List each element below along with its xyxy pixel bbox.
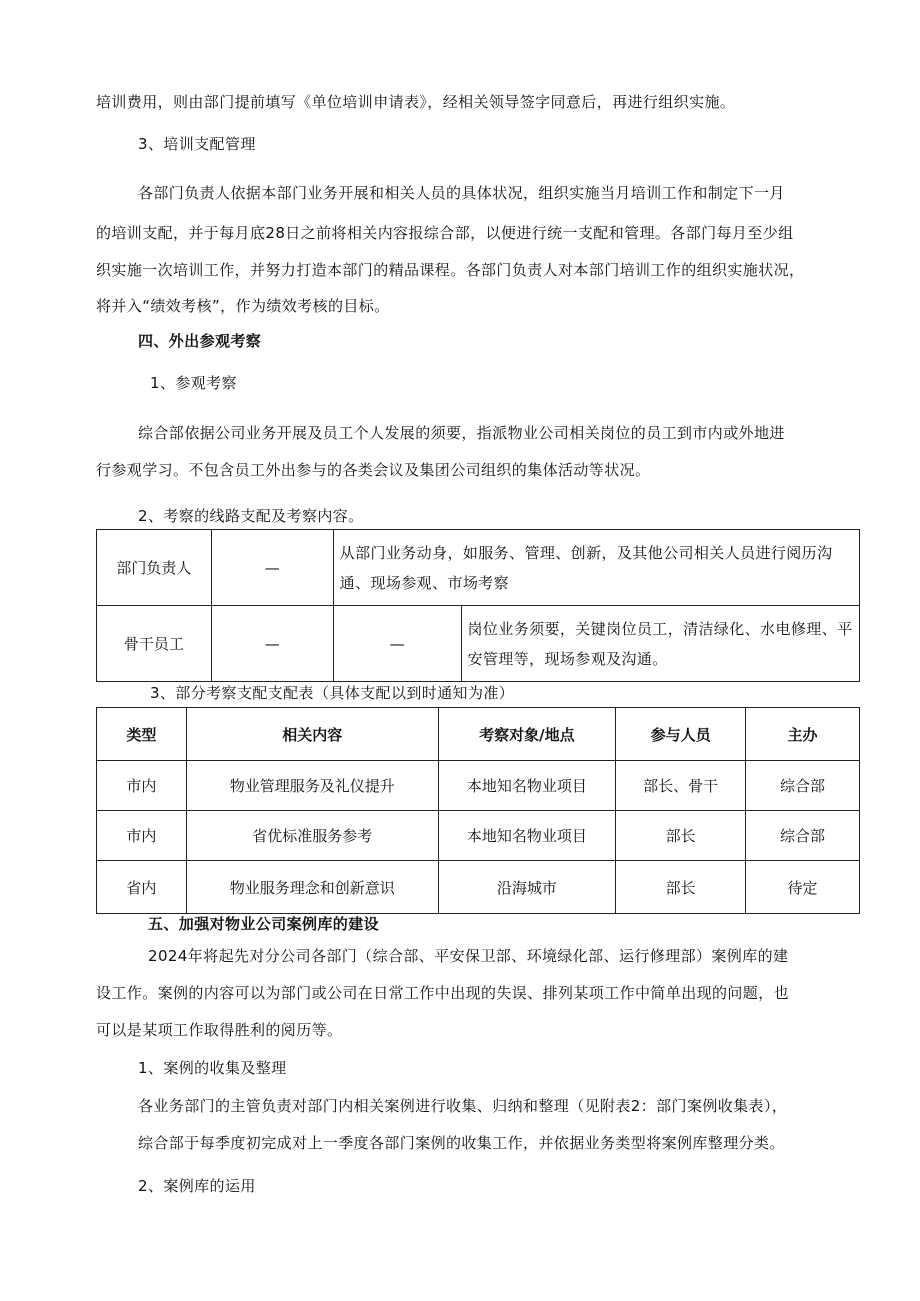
table-row — [97, 861, 860, 914]
section-heading-case-library: 五、加强对物业公司案例库的建设 — [148, 915, 380, 933]
paragraph-line: 可以是某项工作取得胜利的阅历等。 — [96, 1021, 343, 1039]
paragraph-line: 综合部依据公司业务开展及员工个人发展的须要，指派物业公司相关岗位的员工到市内或外地进 — [138, 424, 785, 442]
table-row — [97, 606, 860, 682]
table-cell: 部长 — [616, 861, 746, 914]
table-cell: 沿海城市 — [438, 861, 616, 914]
table-cell: 从部门业务动身，如服务、管理、创新，及其他公司相关人员进行阅历沟通、现场参观、市场考察 — [333, 530, 859, 606]
table-cell: 骨干员工 — [97, 606, 212, 682]
column-header: 相关内容 — [186, 708, 438, 761]
table-row — [97, 761, 860, 811]
subheading-plan: 3、部分考察支配支配表（具体支配以到时通知为准） — [150, 684, 515, 702]
column-header: 考察对象/地点 — [438, 708, 616, 761]
table-cell: — — [211, 530, 333, 606]
paragraph-line: 行参观学习。不包含员工外出参与的各类会议及集团公司组织的集体活动等状况。 — [96, 461, 651, 479]
paragraph-line: 设工作。案例的内容可以为部门或公司在日常工作中出现的失误、排列某项工作中简单出现的问题，也 — [96, 984, 790, 1002]
column-header: 主办 — [746, 708, 860, 761]
table-cell: 物业服务理念和创新意识 — [186, 861, 438, 914]
column-header: 参与人员 — [616, 708, 746, 761]
table-cell: 物业管理服务及礼仪提升 — [186, 761, 438, 811]
paragraph-line: 的培训支配，并于每月底28日之前将相关内容报综合部，以便进行统一支配和管理。各部门每月至少组 — [96, 224, 794, 242]
subheading-visit: 1、参观考察 — [150, 374, 237, 392]
table-cell: 待定 — [746, 861, 860, 914]
section-heading-visits: 四、外出参观考察 — [138, 332, 262, 350]
table-cell: 本地知名物业项目 — [438, 761, 616, 811]
table-cell: 部长 — [616, 811, 746, 861]
table-cell: 市内 — [97, 761, 187, 811]
table-cell: 省优标准服务参考 — [186, 811, 438, 861]
paragraph-line: 各部门负责人依据本部门业务开展和相关人员的具体状况，组织实施当月培训工作和制定下一月 — [138, 184, 785, 202]
table-cell: — — [333, 606, 461, 682]
table-cell: 市内 — [97, 811, 187, 861]
subheading-route: 2、考察的线路支配及考察内容。 — [138, 507, 364, 525]
table-cell: — — [211, 606, 333, 682]
subheading-case-collection: 1、案例的收集及整理 — [138, 1059, 287, 1077]
subheading-case-usage: 2、案例库的运用 — [138, 1177, 256, 1195]
heading-training-management: 3、培训支配管理 — [138, 135, 256, 153]
table-cell: 省内 — [97, 861, 187, 914]
table-cell: 本地知名物业项目 — [438, 811, 616, 861]
paragraph-training-fee: 培训费用，则由部门提前填写《单位培训申请表》，经相关领导签字同意后，再进行组织实施。 — [96, 93, 736, 111]
column-header: 类型 — [97, 708, 187, 761]
paragraph-line: 将并入“绩效考核”，作为绩效考核的目标。 — [96, 297, 390, 315]
table-header-row — [97, 708, 860, 761]
table-cell: 部长、骨干 — [616, 761, 746, 811]
table-row — [97, 530, 860, 606]
table-cell: 综合部 — [746, 811, 860, 861]
paragraph-line: 各业务部门的主管负责对部门内相关案例进行收集、归纳和整理（见附表2：部门案例收集表）， — [138, 1097, 788, 1115]
table-cell: 岗位业务须要，关键岗位员工，清洁绿化、水电修理、平安管理等，现场参观及沟通。 — [461, 606, 860, 682]
route-table — [96, 529, 860, 682]
table-cell: 综合部 — [746, 761, 860, 811]
table-row — [97, 811, 860, 861]
paragraph-line: 2024年将起先对分公司各部门（综合部、平安保卫部、环境绿化部、运行修理部）案例库的建 — [148, 947, 789, 965]
paragraph-line: 织实施一次培训工作，并努力打造本部门的精品课程。各部门负责人对本部门培训工作的组织实施状况， — [96, 261, 805, 279]
visit-plan-table — [96, 707, 860, 914]
table-cell: 部门负责人 — [97, 530, 212, 606]
paragraph-line: 综合部于每季度初完成对上一季度各部门案例的收集工作，并依据业务类型将案例库整理分类。 — [138, 1134, 785, 1152]
